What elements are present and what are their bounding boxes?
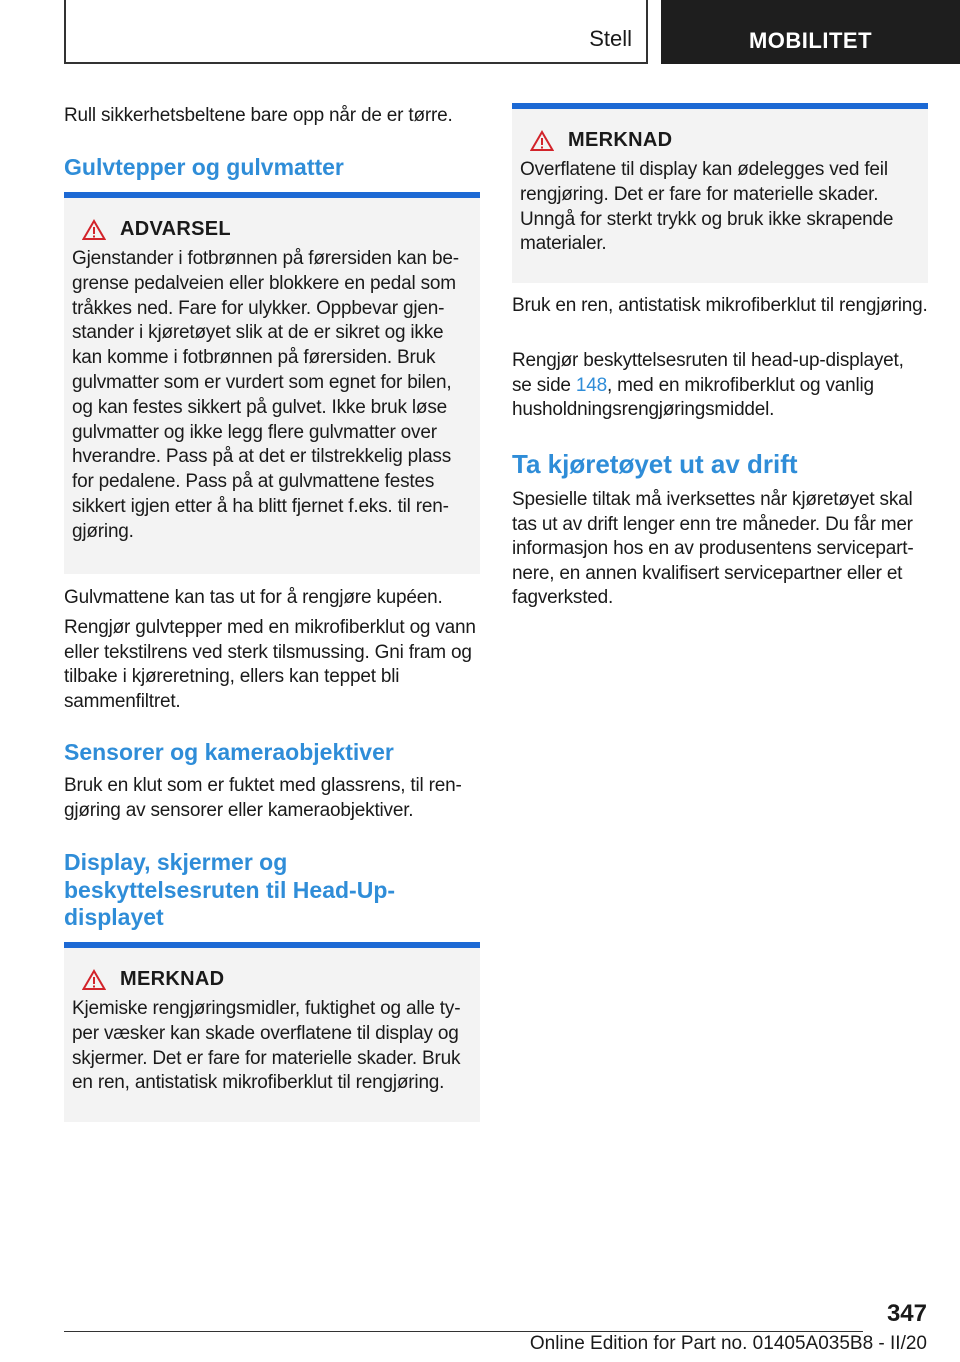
page-reference-link[interactable]: 148: [575, 374, 607, 396]
intro-paragraph: Rull sikkerhetsbeltene bare opp når de er tørre.: [64, 105, 453, 126]
paragraph-beskyttelsesruten-end: , med en mikrofiberklut og vanlig husholdningsrengjøringsmiddel.: [512, 374, 874, 420]
notice-text-right: Overflatene til display kan ødelegges ved feil rengjøring. Det er fare for materielle skader. Unngå for sterkt trykk og bruk ikke skrapende materialer.: [520, 159, 894, 255]
paragraph-beskyttelsesruten: [512, 349, 928, 423]
heading-ta-ut-av-drift: Ta kjøretøyet ut av drift: [512, 449, 798, 479]
warning-box: [64, 192, 480, 574]
notice-title-left: MERKNAD: [120, 968, 225, 990]
warning-text: Gjenstander i fotbrønnen på førersiden kan begrense pedalveien eller blokkere en pedal som tråkkes ned. Fare for ulykker. Oppbevar gjenstander i kjøretøyet slik at de er sikret og ikke kan komme i fotbrønnen på førersiden. Bruk gulvmatter som er vurdert som egnet for bilen, og kan festes sikkert på gulvet. Ikke bruk løse gulvmatter og ikke legg flere gulvmatter over hverandre. Pass på at det er tilstrekkelig plass for pedalene. Pass på at gulvmattene festes sikkert igjen etter å ha blitt fjernet f.eks. til rengjøring.: [72, 248, 460, 542]
notice-text-left: Kjemiske rengjøringsmidler, fuktighet og alle typer væsker kan skade overflatene til display og skjermer. Det er fare for materielle skader. Bruk en ren, antistatisk mikrofiberklut til rengjøring.: [72, 998, 461, 1094]
header-chapter-box: [661, 0, 960, 64]
notice-triangle-icon: [82, 969, 106, 991]
warning-title: ADVARSEL: [120, 218, 231, 240]
notice-title-row-left: [72, 968, 472, 991]
footer-rule: [64, 1331, 863, 1332]
notice-title-row-right: [520, 129, 920, 152]
paragraph-sensorer: Bruk en klut som er fuktet med glassrens, til rengjøring av sensorer eller kameraobjektiver.: [64, 775, 462, 821]
paragraph-mikrofiberklut: Bruk en ren, antistatisk mikrofiberklut til rengjøring.: [512, 295, 928, 316]
paragraph-gulvmatter-ut: Gulvmattene kan tas ut for å rengjøre kupéen.: [64, 587, 443, 608]
notice-box-right: [512, 103, 928, 283]
warning-triangle-icon: [82, 219, 106, 241]
heading-display: Display, skjermer og beskyttelsesruten til Head-Up-displayet: [64, 849, 396, 930]
heading-gulvtepper: Gulvtepper og gulvmatter: [64, 154, 344, 180]
paragraph-rengjor-gulvtepper: Rengjør gulvtepper med en mikrofiberklut og vann eller tekstilrens ved sterk tilsmussing. Gni fram og tilbake i kjøreretning, ellers kan teppet bli sammenfiltret.: [64, 617, 476, 712]
page-number: 347: [886, 1300, 927, 1327]
header-section-title: Stell: [589, 26, 632, 51]
paragraph-beskyttelsesruten-start: Rengjør beskyttelsesruten til head-up-displayet, se side: [512, 350, 904, 396]
header-section-box: [64, 0, 648, 64]
footer-edition-text: Online Edition for Part no. 01405A035B8 - II/20: [529, 1333, 927, 1354]
header-chapter-title: MOBILITET: [748, 28, 873, 53]
notice-title-right: MERKNAD: [568, 129, 673, 151]
warning-title-row: [72, 218, 472, 241]
notice-box-left: [64, 942, 480, 1122]
heading-sensorer: Sensorer og kameraobjektiver: [64, 739, 394, 765]
notice-triangle-icon: [530, 130, 554, 152]
paragraph-ut-av-drift: Spesielle tiltak må iverksettes når kjøretøyet skal tas ut av drift lenger enn tre måneder. Du får mer informasjon hos en av produsentens servicepartnere, en annen kvalifisert servicepartner eller et fagverksted.: [512, 489, 914, 608]
